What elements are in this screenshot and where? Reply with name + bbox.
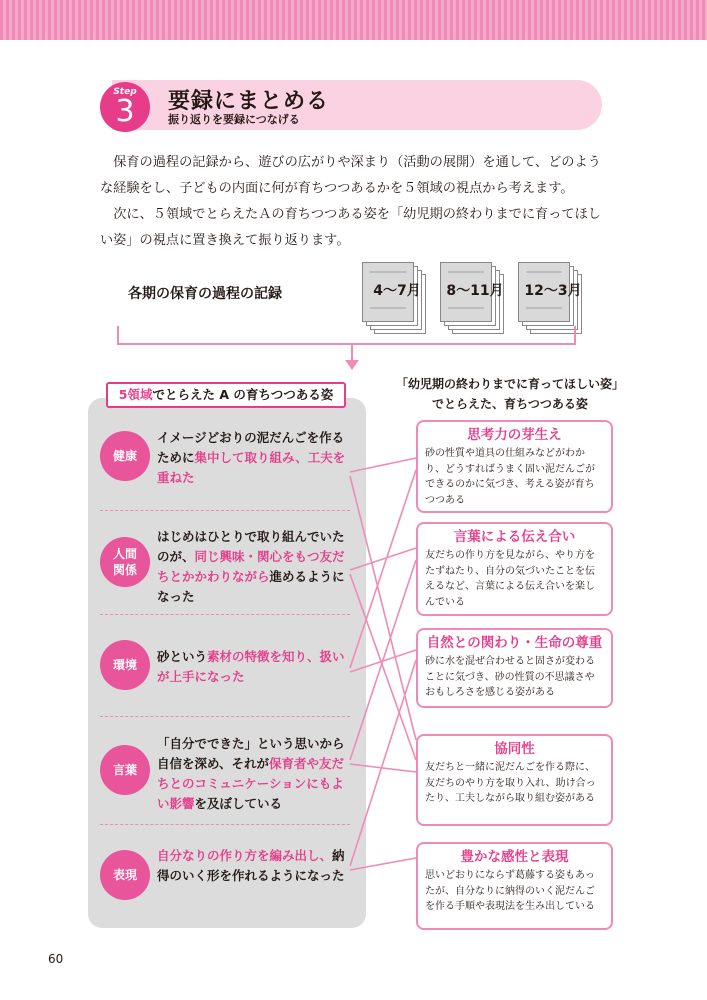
domain-text-language: 「自分でできた」という思いから自信を深め、それが保育者や友だちとのコミュニケーションにもよい影響を及ぼしている	[157, 736, 345, 811]
outcome-card-thinking	[416, 420, 613, 513]
domain-text-relationships: はじめはひとりで取り組んでいたのが、同じ興味・関心をもつ友だちとかかわりながら進めるようになった	[157, 529, 345, 604]
domain-text-health: イメージどおりの泥だんごを作るために集中して取り組み、工夫を重ねた	[157, 430, 346, 485]
heading-domain-word: 領域	[127, 387, 153, 402]
left-panel-heading	[106, 382, 346, 408]
step-title: 要録にまとめる	[168, 89, 330, 114]
heading-rest: でとらえた A の育ちつつある姿	[152, 387, 334, 402]
record-period-label: 4～7月	[373, 283, 421, 299]
domain-badge-relationships: 人間関係	[100, 537, 150, 587]
domain-badge-language: 言葉	[100, 745, 150, 795]
outcome-card-communication	[416, 522, 613, 616]
outcome-description: 友だちと一緒に泥だんごを作る際に、友だちのやり方を取り入れ、助け合ったり、工夫しながら取り組む姿がある	[425, 762, 596, 804]
outcome-card-expression	[416, 842, 613, 930]
domain-divider	[100, 614, 350, 615]
outcome-title: 協同性	[494, 741, 535, 757]
right-heading-line-1: 「幼児期の終わりまでに育ってほしい姿」	[395, 377, 624, 391]
domain-badge-health: 健康	[100, 431, 150, 481]
step-subtitle: 振り返りを要録につなげる	[168, 113, 300, 126]
outcome-title: 豊かな感性と表現	[460, 849, 569, 865]
right-heading-line-2: でとらえた、育ちつつある姿	[432, 397, 588, 411]
outcome-card-nature	[416, 628, 613, 708]
outcome-title: 思考力の芽生え	[467, 427, 562, 443]
page-number: 60	[48, 952, 64, 966]
outcome-card-cooperation	[416, 734, 613, 826]
domain-divider	[100, 716, 350, 717]
domain-badge-environment: 環境	[100, 640, 150, 690]
domain-text-expression: 自分なりの作り方を編み出し、納得のいく形を作れるようになった	[157, 848, 345, 883]
down-arrow-icon	[345, 360, 359, 370]
record-period-label: 8～11月	[446, 283, 504, 299]
step-tag: Step	[113, 87, 137, 97]
domain-divider	[100, 824, 350, 825]
record-period-label: 12～3月	[524, 283, 582, 299]
domain-badge-expression: 表現	[100, 850, 150, 900]
outcome-description: 砂の性質や道具の仕組みなどがわかり、どうすればうまく固い泥だんごができるのかに気づき、考える姿が育ちつつある	[425, 448, 595, 506]
domain-text-environment: 砂という素材の特徴を知り、扱いが上手になった	[157, 649, 345, 684]
bracket-line	[118, 326, 575, 344]
right-panel-heading	[370, 374, 650, 414]
intro-paragraph-1: 保育の過程の記録から、遊びの広がりや深まり（活動の展開）を通して、どのような経験をし、子どもの内面に何が育ちつつあるかを５領域の視点から考えます。	[100, 155, 601, 196]
periods-label: 各期の保育の過程の記録	[128, 286, 282, 302]
outcome-title: 自然との関わり・生命の尊重	[426, 635, 603, 651]
domain-divider	[100, 510, 350, 511]
outcome-description: 思いどおりにならず葛藤する姿もあったが、自分なりに納得のいく泥だんごを作る手順や表現法を生み出している	[425, 870, 595, 912]
step-number: 3	[115, 94, 135, 129]
outcome-title: 言葉による伝え合い	[453, 529, 576, 545]
outcome-description: 友だちの作り方を見ながら、やり方をたずねたり、自分の気づいたことを伝えるなど、言葉による伝え合いを楽しんでいる	[425, 550, 595, 608]
heading-number: 5	[118, 387, 128, 402]
intro-paragraph-2: 次に、５領域でとらえたＡの育ちつつある姿を「幼児期の終わりまでに育ってほしい姿」の視点に置き換えて振り返ります。	[100, 207, 601, 248]
outcome-description: 砂に水を混ぜ合わせると固さが変わることに気づき、砂の性質の不思議さやおもしろさを感じる姿がある	[425, 656, 595, 698]
